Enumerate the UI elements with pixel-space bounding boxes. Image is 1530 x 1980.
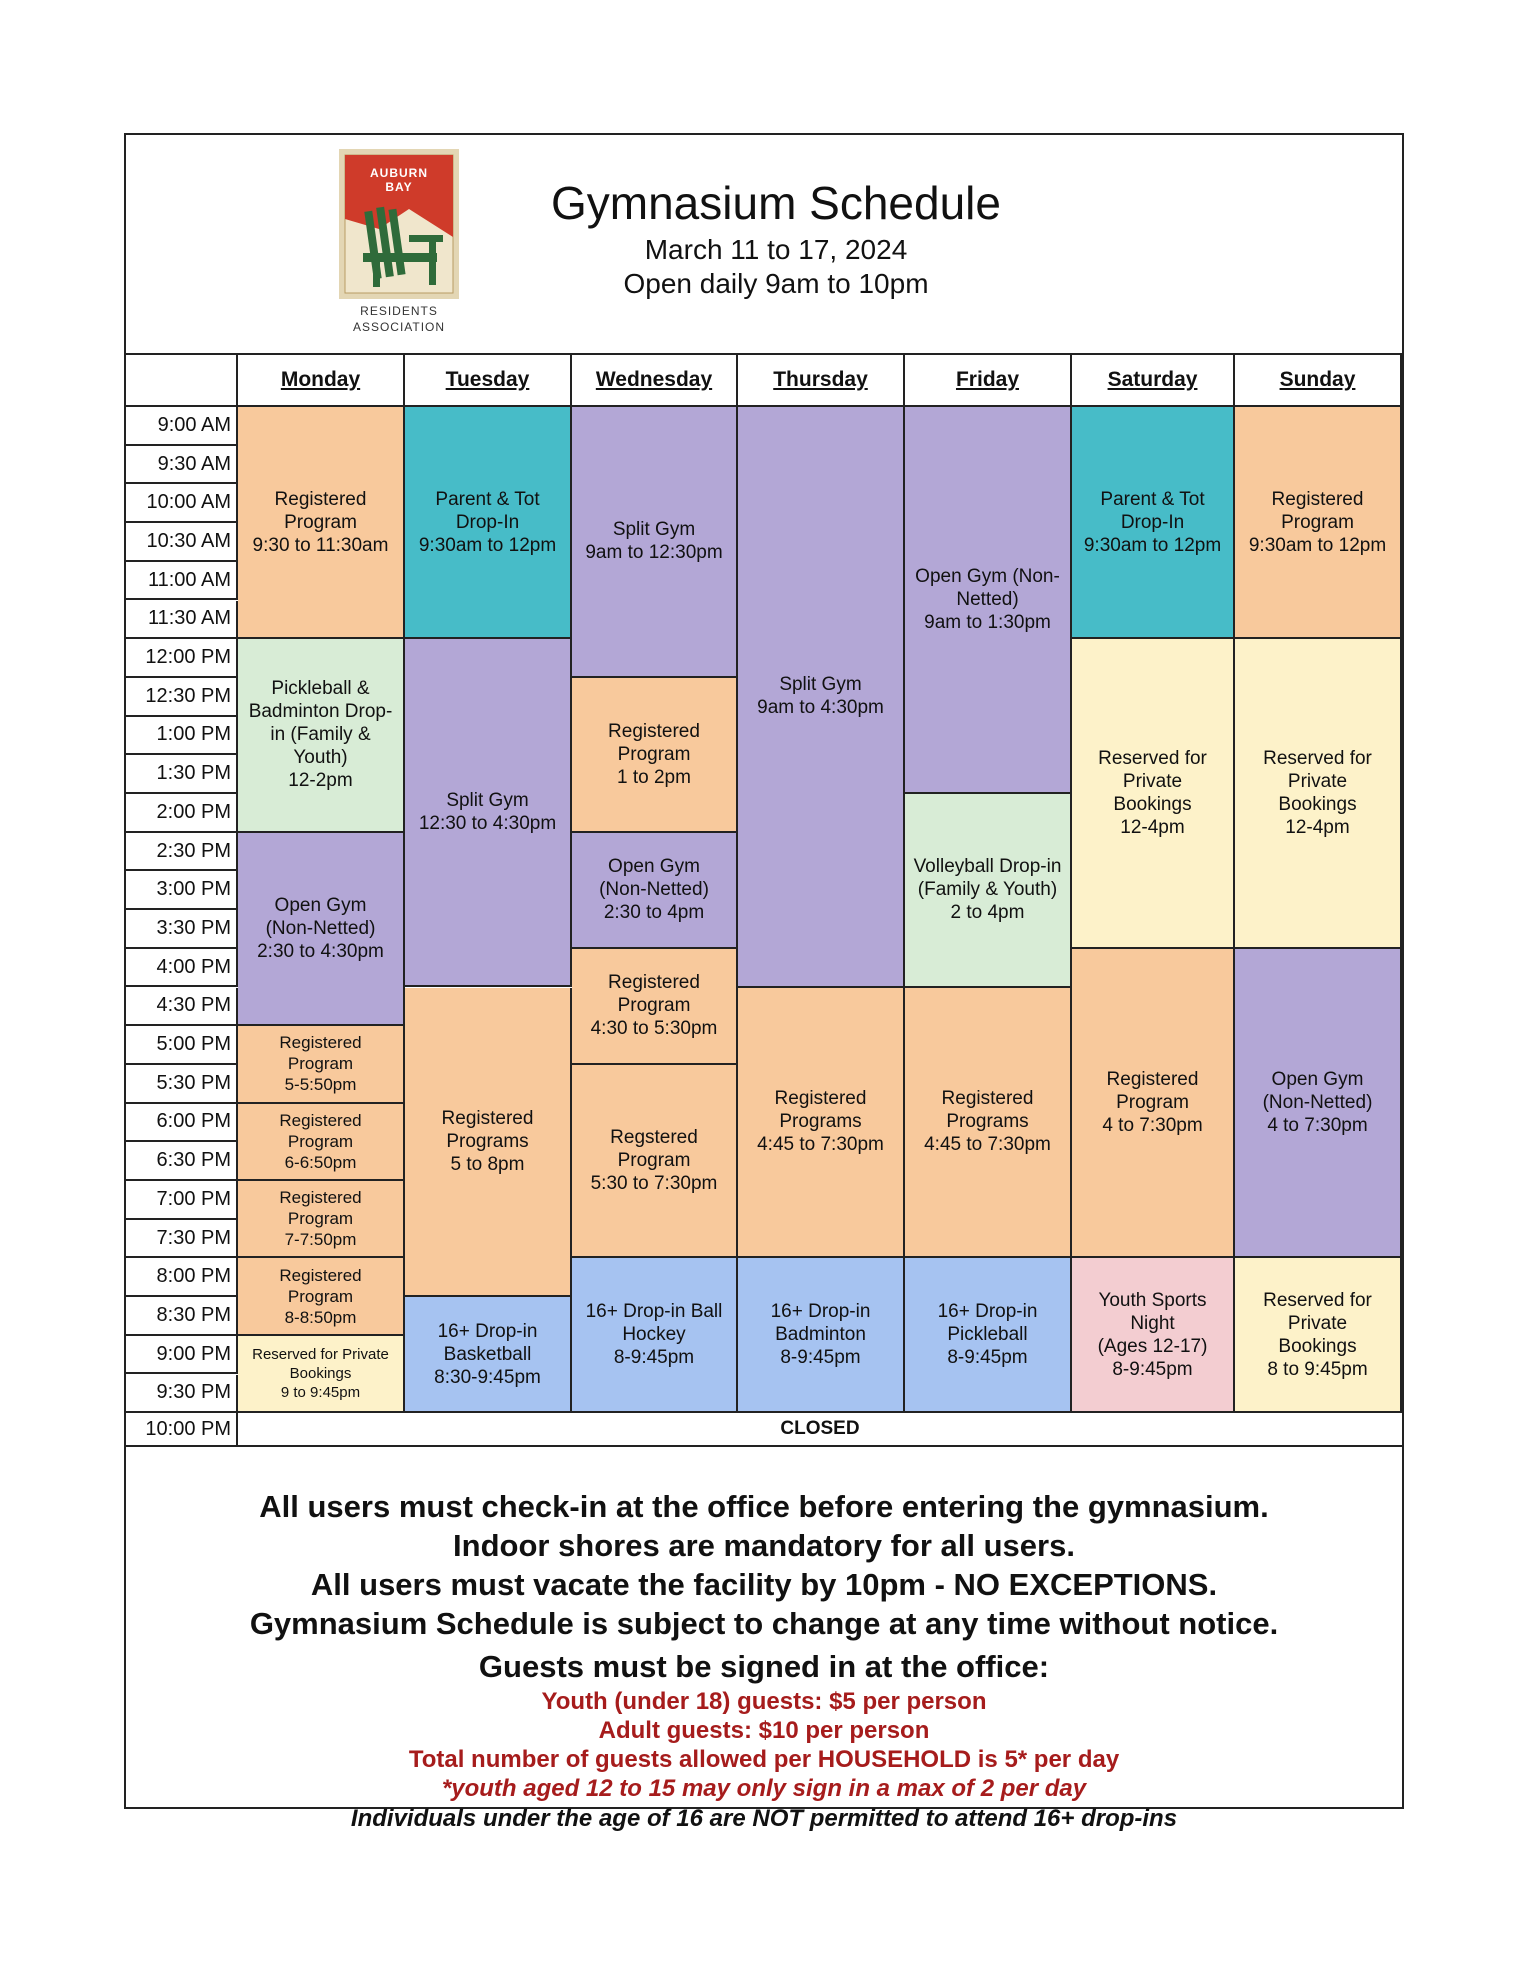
time-label: 11:00 AM <box>126 562 238 601</box>
schedule-block <box>572 833 738 949</box>
block-line: Registered <box>279 1188 362 1208</box>
block-text <box>1084 488 1221 557</box>
time-label: 6:00 PM <box>126 1104 238 1143</box>
block-line: Badminton Drop- <box>248 701 393 723</box>
time-label: 5:30 PM <box>126 1065 238 1104</box>
day-header-thursday: Thursday <box>738 355 905 407</box>
block-line: 9am to 1:30pm <box>924 612 1051 633</box>
block-line: Registered <box>608 972 700 994</box>
block-line: Registered <box>941 1088 1034 1110</box>
block-line: 2 to 4pm <box>950 902 1025 924</box>
block-line: 12-4pm <box>1285 816 1350 838</box>
schedule-block <box>572 1065 738 1259</box>
block-line: Parent & Tot <box>435 488 540 510</box>
block-line: Pickleball & <box>271 678 370 700</box>
block-text <box>249 677 393 792</box>
block-line: (Non-Netted) <box>599 879 709 901</box>
block-text <box>1249 488 1386 557</box>
rule-indoor-shoes: Indoor shores are mandatory for all users. <box>453 1528 1075 1563</box>
schedule-block <box>1235 1258 1402 1413</box>
block-text <box>279 1110 361 1173</box>
block-text <box>434 1320 541 1389</box>
rule-vacate: All users must vacate the facility by 10pm - NO EXCEPTIONS. <box>310 1567 1218 1602</box>
opening-hours: Open daily 9am to 10pm <box>623 268 929 299</box>
block-text <box>599 855 709 924</box>
block-text <box>915 565 1060 634</box>
block-line: Open Gym <box>1271 1069 1364 1091</box>
block-text <box>757 673 884 719</box>
block-line: Private <box>1287 770 1348 792</box>
block-line: Program <box>284 511 357 533</box>
block-line: 12-2pm <box>288 770 353 792</box>
footer-notes <box>126 1487 1402 1834</box>
block-line: 6-6:50pm <box>284 1152 357 1172</box>
block-line: (Non-Netted) <box>265 917 376 939</box>
block-line: 9:30 to 11:30am <box>252 534 389 556</box>
block-text <box>419 789 556 835</box>
schedule-block <box>1072 407 1235 639</box>
schedule-block <box>572 678 738 833</box>
schedule-block <box>1235 407 1402 639</box>
block-line: in (Family & <box>270 724 371 746</box>
block-line: 4:45 to 7:30pm <box>757 1134 884 1156</box>
block-line: Registered <box>279 1265 362 1285</box>
block-line: 8-9:45pm <box>780 1347 861 1369</box>
block-line: Regstered <box>610 1127 698 1149</box>
schedule-block <box>572 1258 738 1413</box>
block-line: 16+ Drop-in <box>770 1301 871 1323</box>
block-line: Volleyball Drop-in <box>913 856 1062 878</box>
schedule-block <box>738 988 905 1259</box>
block-text <box>771 1300 871 1369</box>
time-label: 4:30 PM <box>126 988 238 1027</box>
schedule-block <box>1072 1258 1235 1413</box>
day-header-wednesday: Wednesday <box>572 355 738 407</box>
block-line: Reserved for <box>1098 747 1207 769</box>
block-line: (Non-Netted) <box>1262 1092 1373 1114</box>
block-line: 16+ Drop-in Ball <box>585 1301 723 1323</box>
block-text <box>608 720 700 789</box>
schedule-frame <box>124 133 1404 1832</box>
block-text <box>279 1187 361 1250</box>
block-line: Open Gym <box>608 856 700 878</box>
time-label: 2:00 PM <box>126 794 238 833</box>
time-label: 7:30 PM <box>126 1220 238 1259</box>
block-line: 5 to 8pm <box>450 1153 525 1175</box>
block-line: (Ages 12-17) <box>1097 1335 1208 1357</box>
block-line: 12:30 to 4:30pm <box>418 813 557 835</box>
block-line: Parent & Tot <box>1100 488 1205 510</box>
block-text <box>914 855 1062 924</box>
schedule-block <box>238 407 405 639</box>
block-line: Registered <box>774 1088 867 1110</box>
block-line: 16+ Drop-in <box>937 1301 1038 1323</box>
block-line: Reserved for <box>1263 1289 1372 1311</box>
block-line: (Family & Youth) <box>917 879 1058 901</box>
block-line: Bookings <box>1278 1335 1357 1357</box>
block-line: Night <box>1130 1312 1175 1334</box>
block-line: Program <box>617 995 691 1017</box>
block-line: Program <box>287 1054 354 1074</box>
block-line: 5:30 to 7:30pm <box>590 1173 718 1195</box>
block-text <box>1098 747 1207 839</box>
schedule-block <box>1072 639 1235 949</box>
block-text <box>591 1126 718 1195</box>
schedule-block <box>1072 949 1235 1259</box>
day-header-sunday: Sunday <box>1235 355 1402 407</box>
age-restriction-note: Individuals under the age of 16 are NOT permitted to attend 16+ drop-ins <box>350 1805 1178 1832</box>
block-text <box>757 1087 884 1156</box>
block-text <box>253 488 389 557</box>
closed-row: CLOSED <box>238 1413 1402 1447</box>
schedule-block <box>238 1181 405 1258</box>
block-line: Youth Sports <box>1098 1289 1207 1311</box>
time-label: 12:30 PM <box>126 678 238 717</box>
block-line: Open Gym <box>274 894 367 916</box>
block-text <box>257 894 384 963</box>
block-line: 8-9:45pm <box>1112 1358 1193 1380</box>
time-label: 3:30 PM <box>126 910 238 949</box>
block-text <box>442 1107 534 1176</box>
block-line: Program <box>1116 1092 1189 1114</box>
block-line: Reserved for Private <box>252 1345 389 1363</box>
block-line: Split Gym <box>779 674 862 696</box>
block-line: 9:30am to 12pm <box>1248 534 1387 556</box>
block-line: 2:30 to 4:30pm <box>257 940 384 962</box>
block-line: Split Gym <box>612 519 696 541</box>
block-text <box>252 1345 389 1402</box>
block-text <box>924 1087 1051 1156</box>
time-label: 2:30 PM <box>126 833 238 872</box>
schedule-block <box>238 1104 405 1181</box>
time-label: 6:30 PM <box>126 1142 238 1181</box>
block-text <box>586 1300 723 1369</box>
block-line: Programs <box>446 1130 529 1152</box>
block-line: 4 to 7:30pm <box>1102 1115 1203 1137</box>
block-line: 5-5:50pm <box>284 1075 357 1095</box>
date-range: March 11 to 17, 2024 <box>644 234 908 265</box>
block-line: 12-4pm <box>1120 816 1185 838</box>
schedule-block <box>905 407 1072 794</box>
time-label: 3:00 PM <box>126 871 238 910</box>
schedule-block <box>238 833 405 1027</box>
auburn-bay-logo <box>339 149 459 339</box>
svg-text:AUBURN: AUBURN <box>370 166 428 180</box>
block-line: Pickleball <box>947 1324 1028 1346</box>
block-line: 7-7:50pm <box>284 1230 357 1250</box>
time-label: 7:00 PM <box>126 1181 238 1220</box>
block-line: Registered <box>274 488 367 510</box>
schedule-block <box>405 639 572 987</box>
block-line: Bookings <box>1278 793 1357 815</box>
time-label: 4:00 PM <box>126 949 238 988</box>
block-text <box>591 971 718 1040</box>
schedule-block <box>905 988 1072 1259</box>
block-line: 16+ Drop-in <box>437 1320 538 1342</box>
time-label: 5:00 PM <box>126 1026 238 1065</box>
svg-text:ASSOCIATION: ASSOCIATION <box>352 320 446 334</box>
block-line: 9 to 9:45pm <box>280 1383 361 1401</box>
schedule-block <box>238 1258 405 1335</box>
block-line: Private <box>1287 1312 1348 1334</box>
block-line: 4 to 7:30pm <box>1267 1115 1368 1137</box>
block-line: Drop-In <box>455 511 520 533</box>
time-label: 10:00 AM <box>126 484 238 523</box>
block-line: 9:30am to 12pm <box>418 534 557 556</box>
block-line: 8-9:45pm <box>947 1347 1028 1369</box>
svg-text:RESIDENTS: RESIDENTS <box>360 304 438 318</box>
block-line: Program <box>1281 511 1354 533</box>
block-line: Program <box>617 743 691 765</box>
time-label: 10:00 PM <box>126 1413 238 1447</box>
block-line: Registered <box>1271 488 1364 510</box>
block-line: Split Gym <box>446 790 529 812</box>
block-line: 8-8:50pm <box>284 1307 357 1327</box>
block-line: Program <box>617 1150 691 1172</box>
block-line: Badminton <box>775 1324 866 1346</box>
block-text <box>1263 1289 1372 1381</box>
day-header-friday: Friday <box>905 355 1072 407</box>
time-label: 1:00 PM <box>126 717 238 756</box>
time-label: 9:00 AM <box>126 407 238 446</box>
schedule-block <box>405 1297 572 1413</box>
time-label: 9:30 PM <box>126 1375 238 1414</box>
rule-check-in: All users must check-in at the office before entering the gymnasium. <box>259 1489 1269 1524</box>
schedule-block <box>1235 639 1402 949</box>
day-header-saturday: Saturday <box>1072 355 1235 407</box>
schedule-block <box>572 949 738 1065</box>
block-text <box>1098 1289 1208 1381</box>
block-line: 9am to 4:30pm <box>757 697 884 719</box>
block-line: Bookings <box>1113 793 1192 815</box>
household-guest-limit: Total number of guests allowed per HOUSEHOLD is 5* per day <box>408 1746 1120 1773</box>
block-line: Programs <box>779 1111 862 1133</box>
time-label: 11:30 AM <box>126 601 238 640</box>
grid-corner <box>126 355 238 407</box>
block-line: 1 to 2pm <box>617 766 691 788</box>
block-line: Registered <box>608 720 700 742</box>
block-line: 9am to 12:30pm <box>585 542 723 564</box>
block-line: Youth) <box>293 747 348 769</box>
schedule-block <box>738 1258 905 1413</box>
block-line: 8 to 9:45pm <box>1267 1358 1368 1380</box>
youth-guest-fee: Youth (under 18) guests: $5 per person <box>541 1688 987 1715</box>
block-line: Private <box>1122 770 1183 792</box>
header <box>126 135 1402 355</box>
block-text <box>419 488 556 557</box>
block-text <box>279 1032 361 1095</box>
block-line: Registered <box>441 1107 534 1129</box>
block-text <box>1263 1068 1373 1137</box>
block-line: Drop-In <box>1120 511 1185 533</box>
block-line: Registered <box>279 1033 362 1053</box>
time-label: 8:00 PM <box>126 1258 238 1297</box>
block-line: Reserved for <box>1263 747 1372 769</box>
schedule-block <box>238 1336 405 1413</box>
schedule-block <box>1235 949 1402 1259</box>
schedule-block <box>905 1258 1072 1413</box>
time-label: 9:30 AM <box>126 446 238 485</box>
block-line: 9:30am to 12pm <box>1083 534 1222 556</box>
schedule-grid <box>126 355 1402 1485</box>
block-text <box>938 1300 1038 1369</box>
block-line: Registered <box>1106 1069 1199 1091</box>
block-line: Bookings <box>289 1364 352 1382</box>
day-header-tuesday: Tuesday <box>405 355 572 407</box>
schedule-block <box>405 407 572 639</box>
svg-text:BAY: BAY <box>385 180 413 194</box>
block-line: Open Gym (Non- <box>915 566 1060 587</box>
adult-guest-fee: Adult guests: $10 per person <box>598 1717 930 1744</box>
block-line: Programs <box>946 1111 1029 1133</box>
block-line: Netted) <box>956 589 1019 610</box>
schedule-block <box>738 407 905 988</box>
schedule-block <box>905 794 1072 988</box>
schedule-block <box>572 407 738 678</box>
time-label: 9:00 PM <box>126 1336 238 1375</box>
day-header-monday: Monday <box>238 355 405 407</box>
time-label: 8:30 PM <box>126 1297 238 1336</box>
block-line: Basketball <box>443 1343 532 1365</box>
block-line: Program <box>287 1286 354 1306</box>
time-label: 12:00 PM <box>126 639 238 678</box>
block-text <box>279 1265 361 1328</box>
block-line: 8-9:45pm <box>613 1347 695 1369</box>
guests-heading: Guests must be signed in at the office: <box>478 1649 1050 1684</box>
block-text <box>585 518 722 564</box>
block-text <box>1263 747 1372 839</box>
block-line: 4:30 to 5:30pm <box>590 1018 718 1040</box>
block-line: Program <box>287 1209 354 1229</box>
youth-guest-note: *youth aged 12 to 15 may only sign in a max of 2 per day <box>441 1775 1087 1802</box>
page-title: Gymnasium Schedule <box>551 177 1001 229</box>
block-line: Program <box>287 1131 354 1151</box>
block-line: 8:30-9:45pm <box>434 1366 541 1388</box>
block-line: 4:45 to 7:30pm <box>924 1134 1051 1156</box>
schedule-block <box>238 1026 405 1103</box>
rule-schedule-change: Gymnasium Schedule is subject to change at any time without notice. <box>249 1606 1279 1641</box>
block-text <box>1102 1068 1202 1137</box>
schedule-block <box>238 639 405 833</box>
block-line: Hockey <box>622 1324 686 1346</box>
schedule-block <box>405 988 572 1298</box>
block-line: Registered <box>279 1110 362 1130</box>
time-label: 10:30 AM <box>126 523 238 562</box>
block-line: 2:30 to 4pm <box>603 902 705 924</box>
time-label: 1:30 PM <box>126 755 238 794</box>
